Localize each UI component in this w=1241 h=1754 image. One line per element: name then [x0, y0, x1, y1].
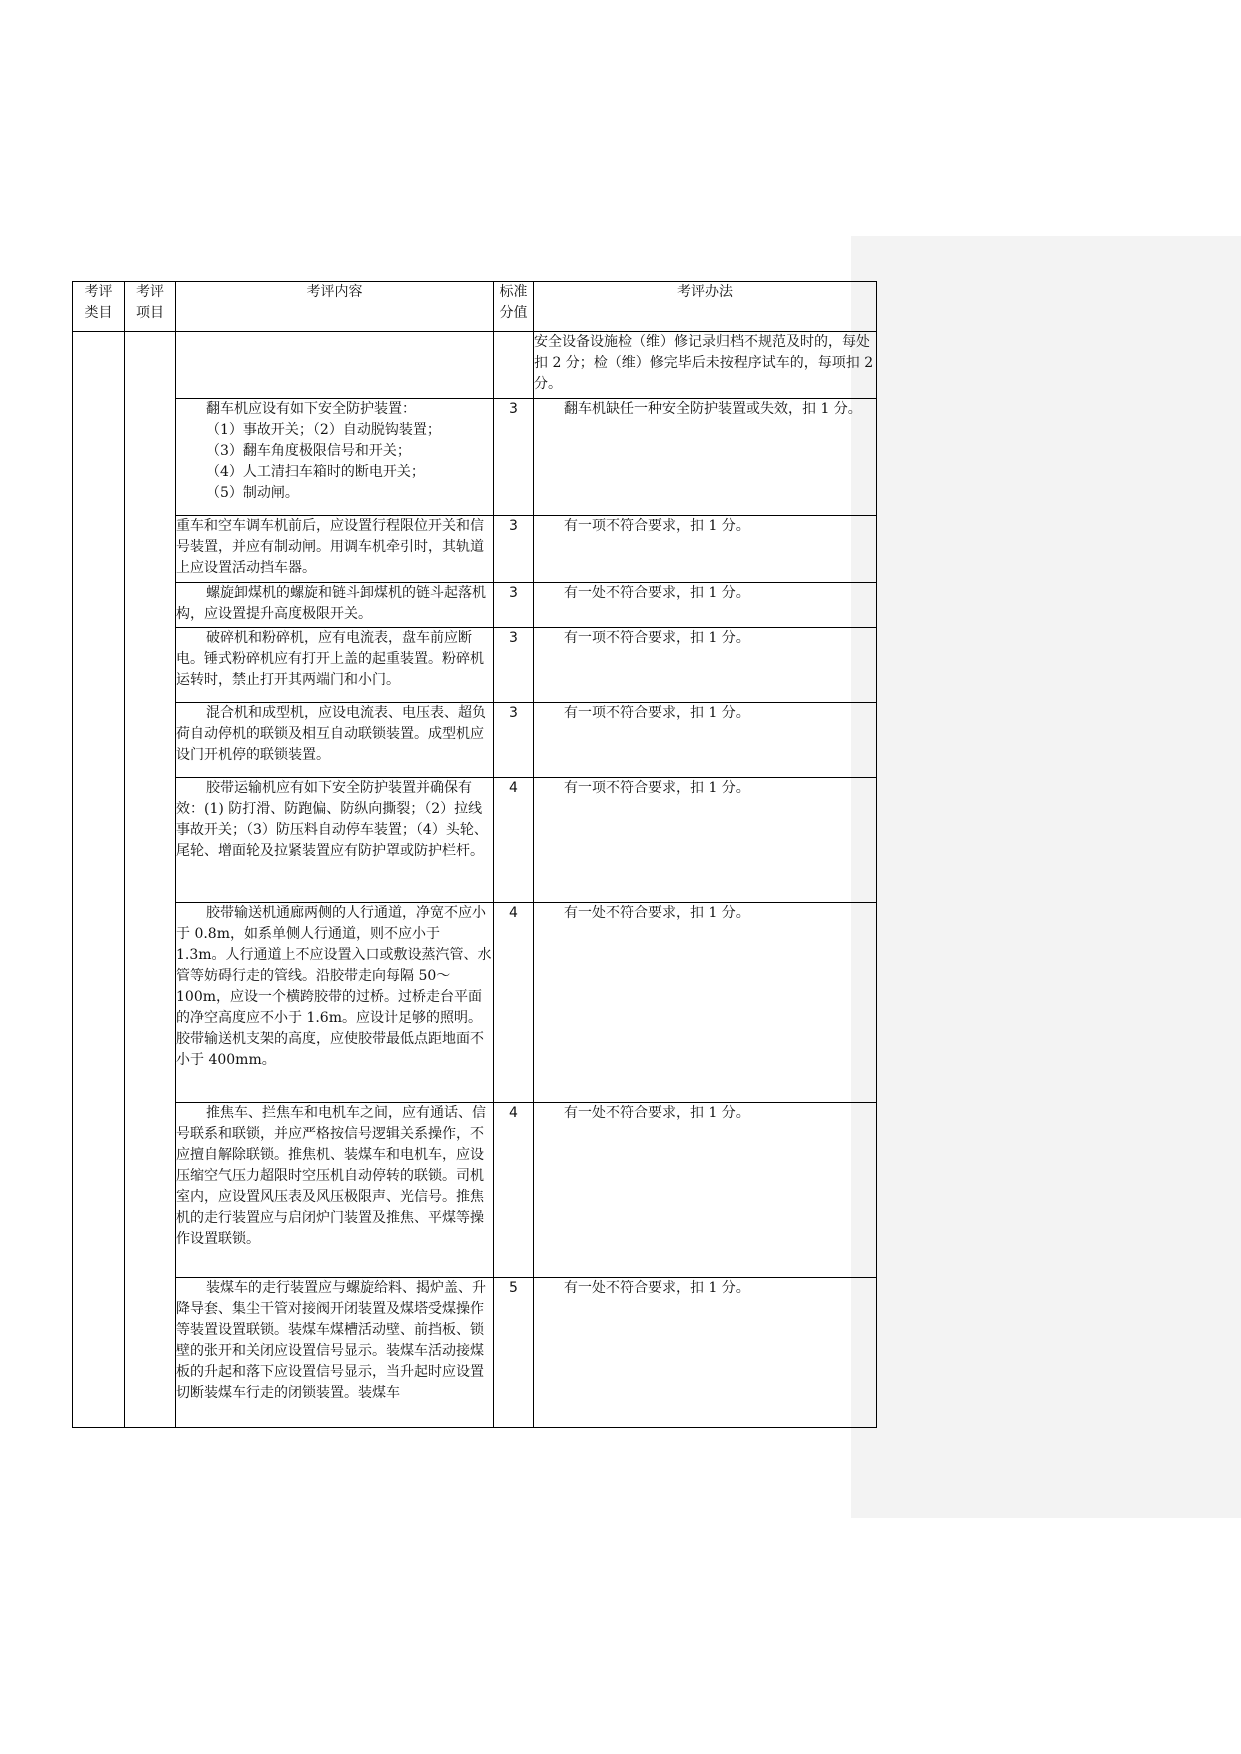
- table-row: [73, 628, 877, 703]
- header-category: 考评 类目: [73, 282, 125, 332]
- header-content: 考评内容: [176, 282, 494, 332]
- score-cell: 3: [494, 703, 534, 778]
- method-cell: 有一项不符合要求，扣 1 分。: [534, 628, 877, 703]
- content-cell: 破碎机和粉碎机，应有电流表，盘车前应断电。锤式粉碎机应有打开上盖的起重装置。粉碎机运转时，禁止打开其两端门和小门。: [176, 628, 494, 703]
- table-row: [73, 583, 877, 628]
- header-row: [73, 282, 877, 332]
- score-cell: 4: [494, 778, 534, 903]
- table-row: [73, 778, 877, 903]
- score-cell: [494, 332, 534, 399]
- content-cell: [176, 332, 494, 399]
- method-cell: 有一处不符合要求，扣 1 分。: [534, 1278, 877, 1428]
- method-cell: 有一处不符合要求，扣 1 分。: [534, 1103, 877, 1278]
- content-cell: 重车和空车调车机前后，应设置行程限位开关和信号装置，并应有制动闸。用调车机牵引时，其轨道上应设置活动挡车器。: [176, 516, 494, 583]
- table-row: [73, 516, 877, 583]
- score-cell: 5: [494, 1278, 534, 1428]
- header-method: 考评办法: [534, 282, 877, 332]
- score-cell: 3: [494, 516, 534, 583]
- score-cell: 3: [494, 583, 534, 628]
- category-cell: [73, 332, 125, 1428]
- method-cell: 有一项不符合要求，扣 1 分。: [534, 516, 877, 583]
- score-cell: 3: [494, 399, 534, 516]
- content-cell: 混合机和成型机，应设电流表、电压表、超负荷自动停机的联锁及相互自动联锁装置。成型机应设门开机停的联锁装置。: [176, 703, 494, 778]
- method-cell: 有一项不符合要求，扣 1 分。: [534, 778, 877, 903]
- table-row: [73, 1103, 877, 1278]
- score-cell: 3: [494, 628, 534, 703]
- score-cell: 4: [494, 1103, 534, 1278]
- header-score: 标准 分值: [494, 282, 534, 332]
- score-cell: 4: [494, 903, 534, 1103]
- table-row: [73, 332, 877, 399]
- table-row: [73, 399, 877, 516]
- content-cell: 推焦车、拦焦车和电机车之间，应有通话、信号联系和联锁，并应严格按信号逻辑关系操作，不应擅自解除联锁。推焦机、装煤车和电机车，应设压缩空气压力超限时空压机自动停转的联锁。司机室内，应设置风压表及风压极限声、光信号。推焦机的走行装置应与启闭炉门装置及推焦、平煤等操作设置联锁。: [176, 1103, 494, 1278]
- table-row: [73, 1278, 877, 1428]
- item-cell: [125, 332, 176, 1428]
- method-cell: 安全设备设施检（维）修记录归档不规范及时的，每处扣 2 分；检（维）修完毕后未按程序试车的，每项扣 2 分。: [534, 332, 877, 399]
- content-cell: 螺旋卸煤机的螺旋和链斗卸煤机的链斗起落机构，应设置提升高度极限开关。: [176, 583, 494, 628]
- method-cell: 有一处不符合要求，扣 1 分。: [534, 903, 877, 1103]
- method-cell: 翻车机缺任一种安全防护装置或失效，扣 1 分。: [534, 399, 877, 516]
- content-cell: 胶带运输机应有如下安全防护装置并确保有效：(1) 防打滑、防跑偏、防纵向撕裂；（2）拉线事故开关；（3）防压料自动停车装置；（4）头轮、尾轮、增面轮及拉紧装置应有防护罩或防护栏杆。: [176, 778, 494, 903]
- comment-margin-pane: [851, 236, 1241, 1518]
- method-cell: 有一项不符合要求，扣 1 分。: [534, 703, 877, 778]
- method-cell: 有一处不符合要求，扣 1 分。: [534, 583, 877, 628]
- content-cell: 装煤车的走行装置应与螺旋给料、揭炉盖、升降导套、集尘干管对接阀开闭装置及煤塔受煤操作等装置设置联锁。装煤车煤槽活动壁、前挡板、锁壁的张开和关闭应设置信号显示。装煤车活动接煤板的升起和落下应设置信号显示，当升起时应设置切断装煤车行走的闭锁装置。装煤车: [176, 1278, 494, 1428]
- header-item: 考评 项目: [125, 282, 176, 332]
- content-cell: 翻车机应设有如下安全防护装置： （1）事故开关；（2）自动脱钩装置； （3）翻车角度极限信号和开关； （4）人工清扫车箱时的断电开关； （5）制动闸。: [176, 399, 494, 516]
- evaluation-table: [72, 281, 877, 1428]
- content-cell: 胶带输送机通廊两侧的人行通道，净宽不应小于 0.8m，如系单侧人行通道，则不应小于 1.3m。人行通道上不应设置入口或敷设蒸汽管、水管等妨碍行走的管线。沿胶带走向每隔 50～100m，应设一个横跨胶带的过桥。过桥走台平面的净空高度应不小于 1.6m。应设计足够的照明。胶带输送机支架的高度，应使胶带最低点距地面不小于 400mm。: [176, 903, 494, 1103]
- table-row: [73, 703, 877, 778]
- table-row: [73, 903, 877, 1103]
